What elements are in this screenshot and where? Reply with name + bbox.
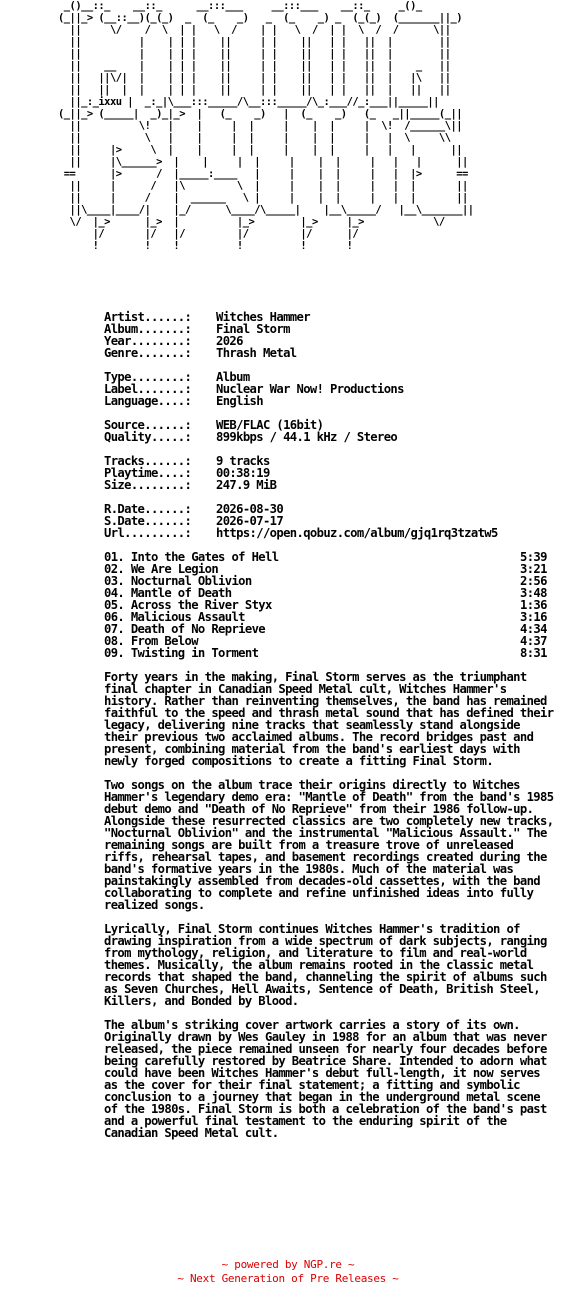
source-value: WEB/FLAC (16bit): [216, 418, 324, 432]
track-title: 05. Across the River Styx: [104, 598, 272, 612]
track-title: 09. Twisting in Torment: [104, 646, 259, 660]
sdate-value: 2026-07-17: [216, 514, 284, 528]
tracks-value: 9 tracks: [216, 454, 270, 468]
language-row: [104, 395, 576, 407]
artist-label: Artist......:: [104, 310, 192, 324]
track-title: 06. Malicious Assault: [104, 610, 245, 624]
playtime-value: 00:38:19: [216, 466, 270, 480]
track-duration: 1:36: [520, 598, 547, 612]
quality-row: [104, 431, 576, 443]
description: [104, 671, 576, 1139]
ascii-logo: _()__::_ __::_ __:::___ __:::___ __::_ _()_ (_||_> (__::__)(_(_) _ (_ _) _ (_ _) _ (_(_) (_______||_) || \/ / \ | | \ / | | \ / | | \ / / \|| || | | | | || | | || | | || | || || | | | | || | | || | | || | || || __ | | | | || | | || | | || | _ || || ||\/| | | | | || | | || | | || | |\ || || || | | | | | || | | || | | || | || || ||_:_ixxu | _:_|\___:::_____/\__:::_____/\_:___//_:___||_____|| (_||_> (_____| _)_|_> | (_ _) | (_ _) (_ _||_____(_|| || \! | | | | | | | | \! /______\|| || \ | | | | | | | | | \ \\ || |> \ | | | | | | | | | | || || |\______> | | | | | | | | | | || == |> / |_____:____ | | | | | | |> == || | / |\ \ | | | | | | | || || | / | ______ \ | | | | | | | || ||\____|____/| |_/ \____/\_____| |__\_____/ |__\_______|| \/ |_> |_> | |_> |_> |_> \/ |/ |/ |/ |/ |/ |/ ! ! ! ! ! !: [58, 0, 474, 252]
type-label: Type........:: [104, 370, 192, 384]
description-paragraph: Lyrically, Final Storm continues Witches Hammer's tradition of drawing inspiration from a wide spectrum of dark subjects, ranging from mythology, religion, and literature to film and real-world themes. Musically, the album remains rooted in the classic metal records that shaped the band, channeling the spirit of albums such as Seven Churches, Hell Awaits, Sentence of Death, British Steel, Killers, and Bonded by Blood.: [104, 922, 547, 1008]
track-title: 02. We Are Legion: [104, 562, 219, 576]
language-value: English: [216, 394, 263, 408]
tagline-footer: ~ Next Generation of Pre Releases ~: [177, 1272, 399, 1285]
quality-label: Quality.....:: [104, 430, 192, 444]
size-value: 247.9 MiB: [216, 478, 277, 492]
track-duration: 3:48: [520, 586, 547, 600]
year-value: 2026: [216, 334, 243, 348]
genre-row: [104, 347, 576, 359]
track-duration: 3:16: [520, 610, 547, 624]
url-row: [104, 527, 576, 539]
label-value: Nuclear War Now! Productions: [216, 382, 404, 396]
track-title: 03. Nocturnal Oblivion: [104, 574, 252, 588]
tracklist: [104, 551, 576, 659]
year-label: Year........:: [104, 334, 192, 348]
quality-value: 899kbps / 44.1 kHz / Stereo: [216, 430, 398, 444]
track-duration: 3:21: [520, 562, 547, 576]
language-label: Language....:: [104, 394, 192, 408]
track-duration: 4:37: [520, 634, 547, 648]
track-title: 01. Into the Gates of Hell: [104, 550, 279, 564]
rdate-value: 2026-08-30: [216, 502, 284, 516]
tracks-label: Tracks......:: [104, 454, 192, 468]
size-row: [104, 479, 576, 491]
description-paragraph: Two songs on the album trace their origins directly to Witches Hammer's legendary demo era: "Mantle of Death" from the band's 1985 debut demo and "Death of No Reprieve" from their 1986 follow-up. Alongside these resurrected classics are two completely new tracks, "Nocturnal Oblivion" and the instrumental "Malicious Assault." The remaining songs are built from a treasure trove of unreleased riffs, rehearsal tapes, and basement recordings created during the band's formative years in the 1980s. Much of the material was painstakingly assembled from decades-old cassettes, with the band collaborating to complete and refine unfinished ideas into fully realized songs.: [104, 778, 554, 912]
playtime-label: Playtime....:: [104, 466, 192, 480]
track-duration: 4:34: [520, 622, 547, 636]
genre-label: Genre.......:: [104, 346, 192, 360]
size-label: Size........:: [104, 478, 192, 492]
artist-value: Witches Hammer: [216, 310, 310, 324]
powered-by-footer[interactable]: ~ powered by NGP.re ~: [221, 1258, 355, 1271]
album-label: Album.......:: [104, 322, 192, 336]
description-paragraph: The album's striking cover artwork carries a story of its own. Originally drawn by Wes Gauley in 1988 for an album that was never released, the piece remained unseen for nearly four decades before being carefully restored by Beatrice Share. Intended to adorn what could have been Witches Hammer's debut full-length, it now serves as the cover for their final statement; a fitting and symbolic conclusion to a journey that began in the underground metal scene of the 1980s. Final Storm is both a celebration of the band's past and a powerful final testament to the enduring spirit of the Canadian Speed Metal cult.: [104, 1018, 547, 1140]
track-duration: 2:56: [520, 574, 547, 588]
url-value[interactable]: https://open.qobuz.com/album/gjq1rq3tzatw5: [216, 526, 498, 540]
track-title: 08. From Below: [104, 634, 198, 648]
release-info: [104, 311, 576, 1151]
genre-value: Thrash Metal: [216, 346, 297, 360]
type-value: Album: [216, 370, 250, 384]
source-label: Source......:: [104, 418, 192, 432]
sdate-label: S.Date......:: [104, 514, 192, 528]
track-title: 07. Death of No Reprieve: [104, 622, 265, 636]
description-paragraph: Forty years in the making, Final Storm serves as the triumphant final chapter in Canadian Speed Metal cult, Witches Hammer's history. Rather than reinventing themselves, the band has remained faithful to the speed and thrash metal sound that has defined their legacy, delivering nine tracks that seamlessly stand alongside their previous two acclaimed albums. The record bridges past and present, combining material from the band's earliest days with newly forged compositions to create a fitting Final Storm.: [104, 670, 554, 768]
track-duration: 8:31: [520, 646, 547, 660]
track-title: 04. Mantle of Death: [104, 586, 232, 600]
track-duration: 5:39: [520, 550, 547, 564]
label-label: Label.......:: [104, 382, 192, 396]
url-label: Url.........:: [104, 526, 192, 540]
album-value: Final Storm: [216, 322, 290, 336]
rdate-label: R.Date......:: [104, 502, 192, 516]
track-item: [104, 647, 576, 659]
